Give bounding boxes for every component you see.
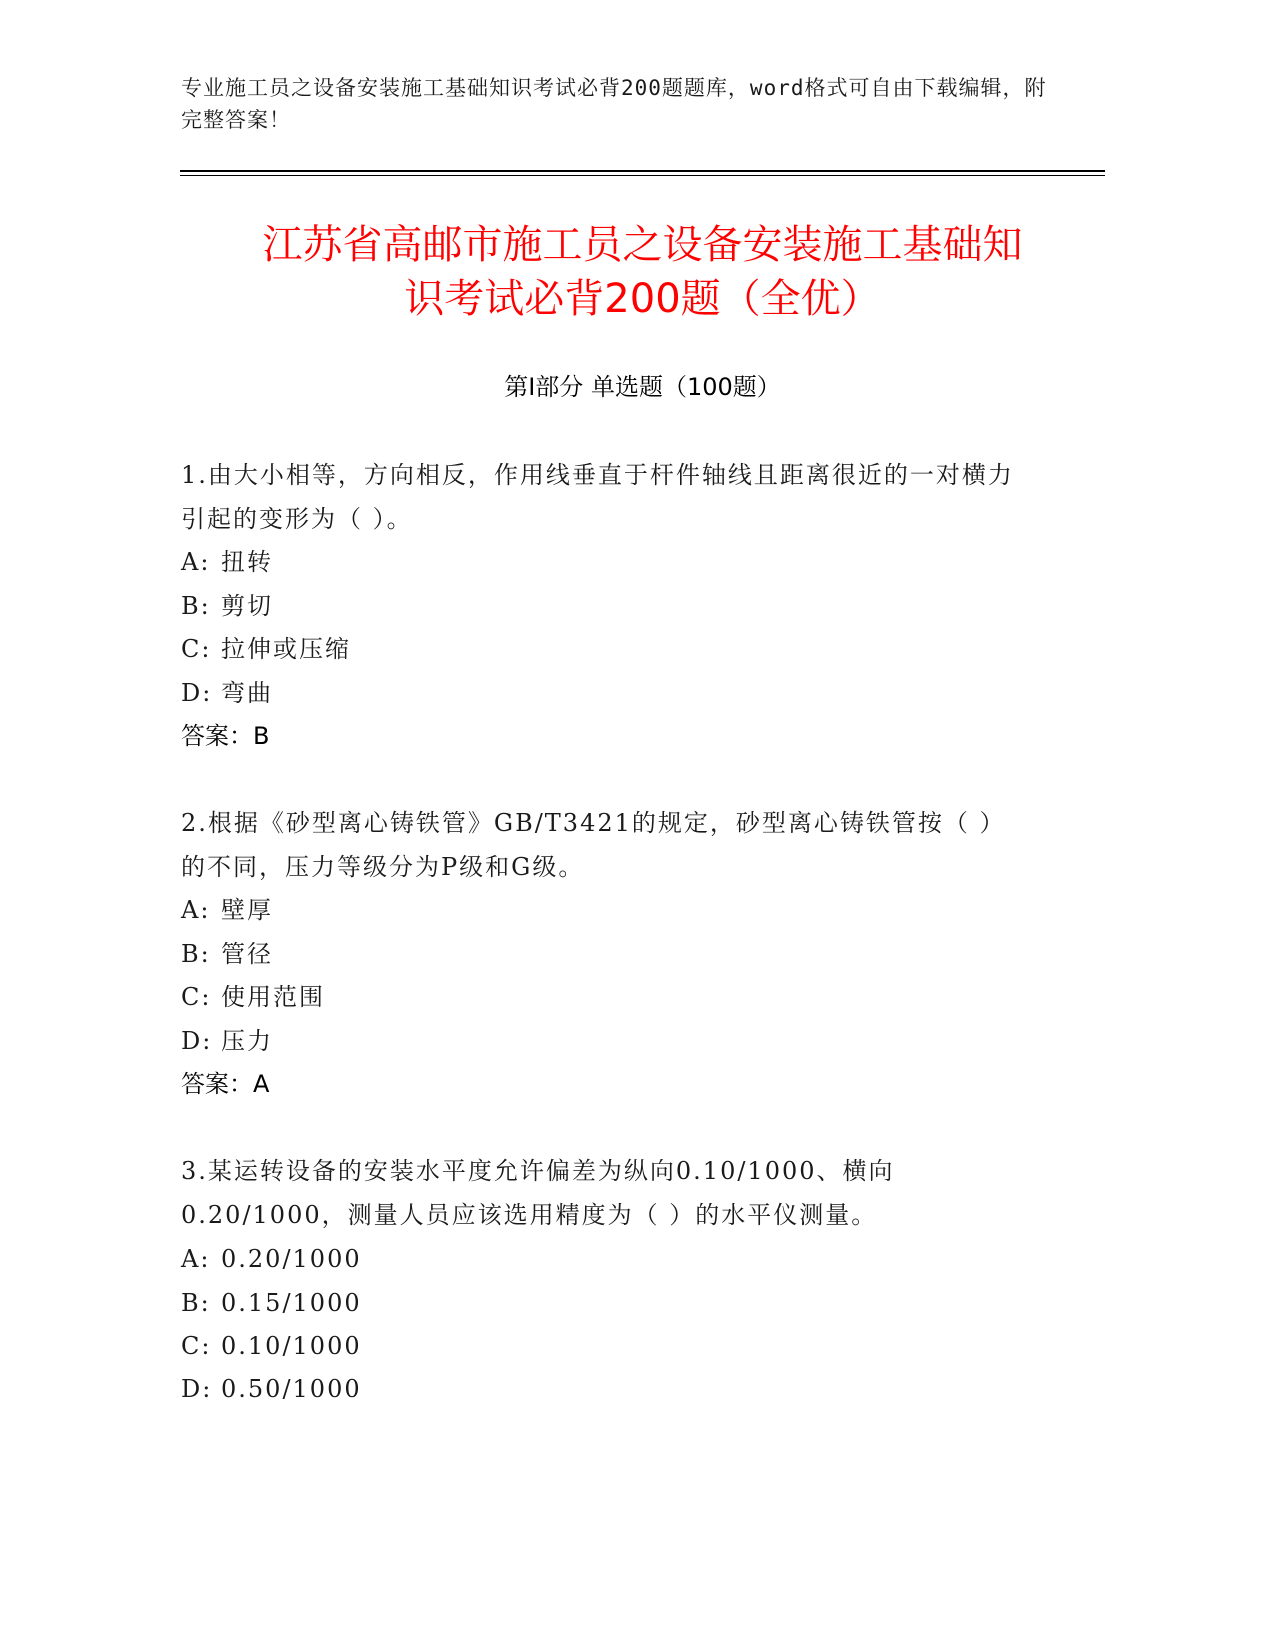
- option-b: [181, 590, 1031, 622]
- header-note: 专业施工员之设备安装施工基础知识考试必背200题题库，word格式可自由下载编辑，附完整答案！: [181, 76, 1047, 132]
- option-key: A:: [181, 1245, 211, 1273]
- option-key: A:: [181, 896, 211, 924]
- option-text: 使用范围: [221, 983, 325, 1011]
- option-key: C:: [181, 1332, 212, 1360]
- option-key: A:: [181, 548, 211, 576]
- option-c: [181, 1330, 1031, 1362]
- option-d: [181, 1373, 1031, 1405]
- option-text: 0.10/1000: [221, 1332, 362, 1360]
- option-text: 管径: [221, 940, 273, 968]
- option-text: 0.15/1000: [221, 1289, 362, 1317]
- option-text: 0.20/1000: [221, 1245, 362, 1273]
- option-key: D:: [181, 1375, 213, 1403]
- option-text: 弯曲: [221, 679, 273, 707]
- document-title-line-2: 识考试必背200题（全优）: [404, 276, 881, 322]
- option-c: [181, 633, 1031, 665]
- option-text: 0.50/1000: [221, 1375, 362, 1403]
- option-text: 压力: [221, 1027, 273, 1055]
- option-c: [181, 981, 1031, 1013]
- option-text: 扭转: [221, 548, 273, 576]
- option-text: 壁厚: [221, 896, 273, 924]
- option-key: D:: [181, 679, 213, 707]
- option-a: [181, 1243, 1031, 1275]
- option-text: 剪切: [221, 592, 273, 620]
- option-key: C:: [181, 635, 212, 663]
- question-stem: 3.某运转设备的安装水平度允许偏差为纵向0.10/1000、横向0.20/1000，测量人员应该选用精度为（ ）的水平仪测量。: [181, 1157, 895, 1229]
- option-key: C:: [181, 983, 212, 1011]
- option-key: B:: [181, 1289, 211, 1317]
- section-title: 第I部分 单选题（100题）: [504, 373, 781, 401]
- option-key: B:: [181, 592, 211, 620]
- question-stem: 2.根据《砂型离心铸铁管》GB/T3421的规定，砂型离心铸铁管按（ ）的不同，压力等级分为P级和G级。: [181, 809, 1006, 881]
- document-title-line-1: 江苏省高邮市施工员之设备安装施工基础知: [262, 222, 1023, 268]
- option-a: [181, 894, 1031, 926]
- answer-label: 答案：A: [181, 1070, 270, 1098]
- option-d: [181, 677, 1031, 709]
- option-b: [181, 1287, 1031, 1319]
- option-a: [181, 546, 1031, 578]
- option-key: D:: [181, 1027, 213, 1055]
- option-b: [181, 938, 1031, 970]
- document-title: [180, 218, 1105, 326]
- answer-label: 答案：B: [181, 722, 270, 750]
- header-rule-thin: [180, 175, 1105, 176]
- question-stem: 1.由大小相等，方向相反，作用线垂直于杆件轴线且距离很近的一对横力引起的变形为（ ）。: [181, 461, 1014, 533]
- option-key: B:: [181, 940, 211, 968]
- header-rule-thick: [180, 170, 1105, 172]
- option-text: 拉伸或压缩: [221, 635, 351, 663]
- option-d: [181, 1025, 1031, 1057]
